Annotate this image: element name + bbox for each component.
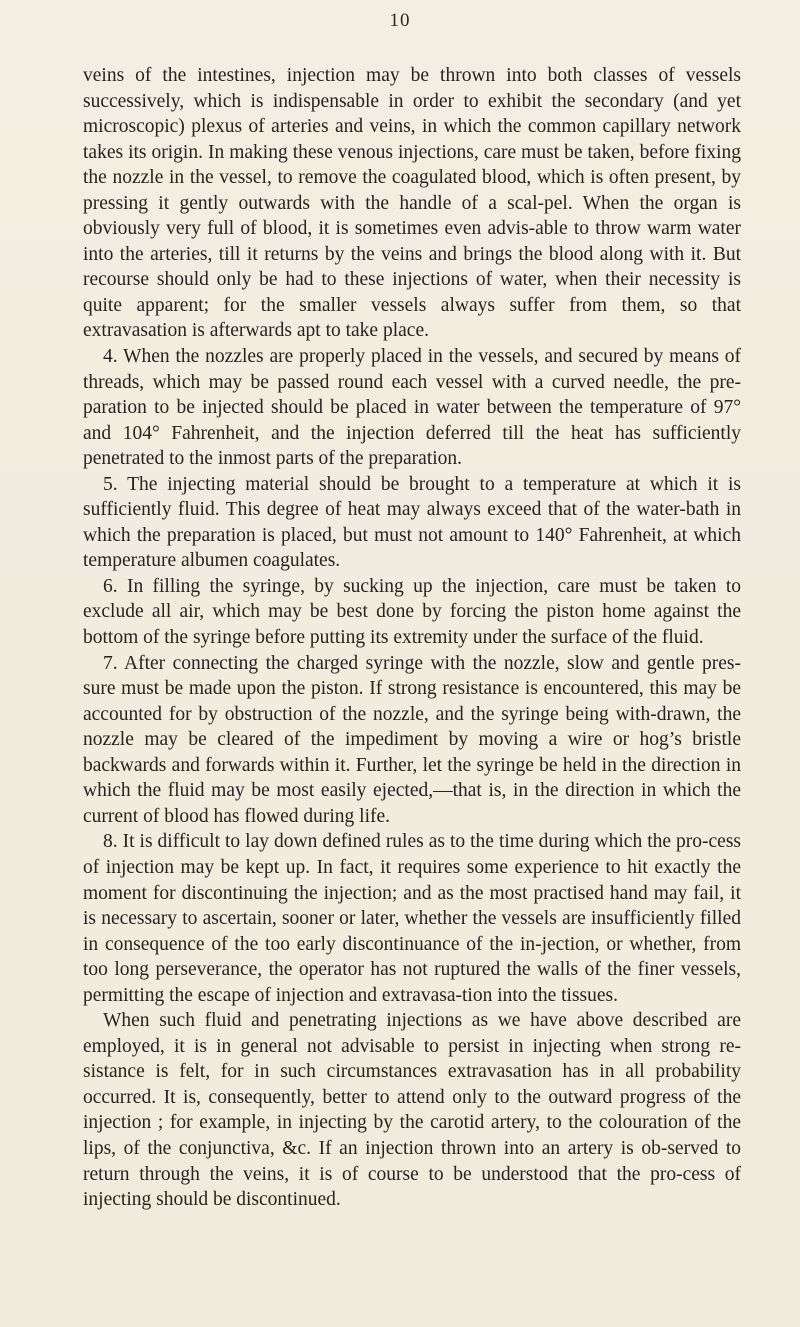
- paragraph-7-connecting-syringe: 7. After connecting the charged syringe with the nozzle, slow and gentle pres-sure must be made upon the piston. If strong resistance is encountered, this may be accounted for by obstruction of the nozzle, and the syringe being with-drawn, the nozzle may be cleared of the impediment by moving a wire or hog’s bristle backwards and forwards within it. Further, let the syringe be held in the direction in which the fluid may be most easily ejected,—that is, in the direction in which the current of blood has flowed during life.: [83, 652, 741, 827]
- paragraph-5-injecting-material: 5. The injecting material should be brought to a temperature at which it is sufficiently fluid. This degree of heat may always exceed that of the water-bath in which the preparation is placed, but must not amount to 140° Fahrenheit, at which temperature albumen coagulates.: [83, 473, 741, 572]
- paragraph-fluid-injections: When such fluid and penetrating injections as we have above described are employed, it is in general not advisable to persist in injecting when strong re-sistance is felt, for in such circumstances extravasation has in all probability occurred. It is, consequently, better to attend only to the outward progress of the injection ; for example, in injecting by the carotid artery, to the colouration of the lips, of the conjunctiva, &c. If an injection thrown into an artery is ob-served to return through the veins, it is of course to be understood that the pro-cess of injecting should be discontinued.: [83, 1010, 741, 1211]
- body-text: [83, 63, 741, 1213]
- paragraph-4-nozzles: 4. When the nozzles are properly placed in the vessels, and secured by means of threads, which may be passed round each vessel with a curved needle, the pre-paration to be injected should be placed in water between the temperature of 97° and 104° Fahrenheit, and the injection deferred till the heat has sufficiently penetrated to the inmost parts of the preparation.: [83, 346, 741, 470]
- paragraph-6-filling-syringe: 6. In filling the syringe, by sucking up the injection, care must be taken to exclude all air, which may be best done by forcing the piston home against the bottom of the syringe before putting its extremity under the surface of the fluid.: [83, 575, 741, 649]
- paragraph-veins-intestines: veins of the intestines, injection may be thrown into both classes of vessels successively, which is indispensable in order to exhibit the secondary (and yet microscopic) plexus of arteries and veins, in which the common capillary network takes its origin. In making these venous injections, care must be taken, before fixing the nozzle in the vessel, to remove the coagulated blood, which is often present, by pressing it gently outwards with the handle of a scal-pel. When the organ is obviously very full of blood, it is sometimes even advis-able to throw warm water into the arteries, till it returns by the veins and brings the blood along with it. But recourse should only be had to these injections of water, when their necessity is quite apparent; for the smaller vessels always suffer from them, so that extravasation is afterwards apt to take place.: [83, 65, 741, 342]
- page-number: 10: [389, 10, 411, 31]
- paragraph-8-rules-time: 8. It is difficult to lay down defined rules as to the time during which the pro-cess of injection may be kept up. In fact, it requires some experience to hit exactly the moment for discontinuing the injection; and as the most practised hand may fail, it is necessary to ascertain, sooner or later, whether the vessels are insufficiently filled in consequence of the too early discontinuance of the in-jection, or whether, from too long perseverance, the operator has not ruptured the walls of the finer vessels, permitting the escape of injection and extravasa-tion into the tissues.: [83, 831, 741, 1006]
